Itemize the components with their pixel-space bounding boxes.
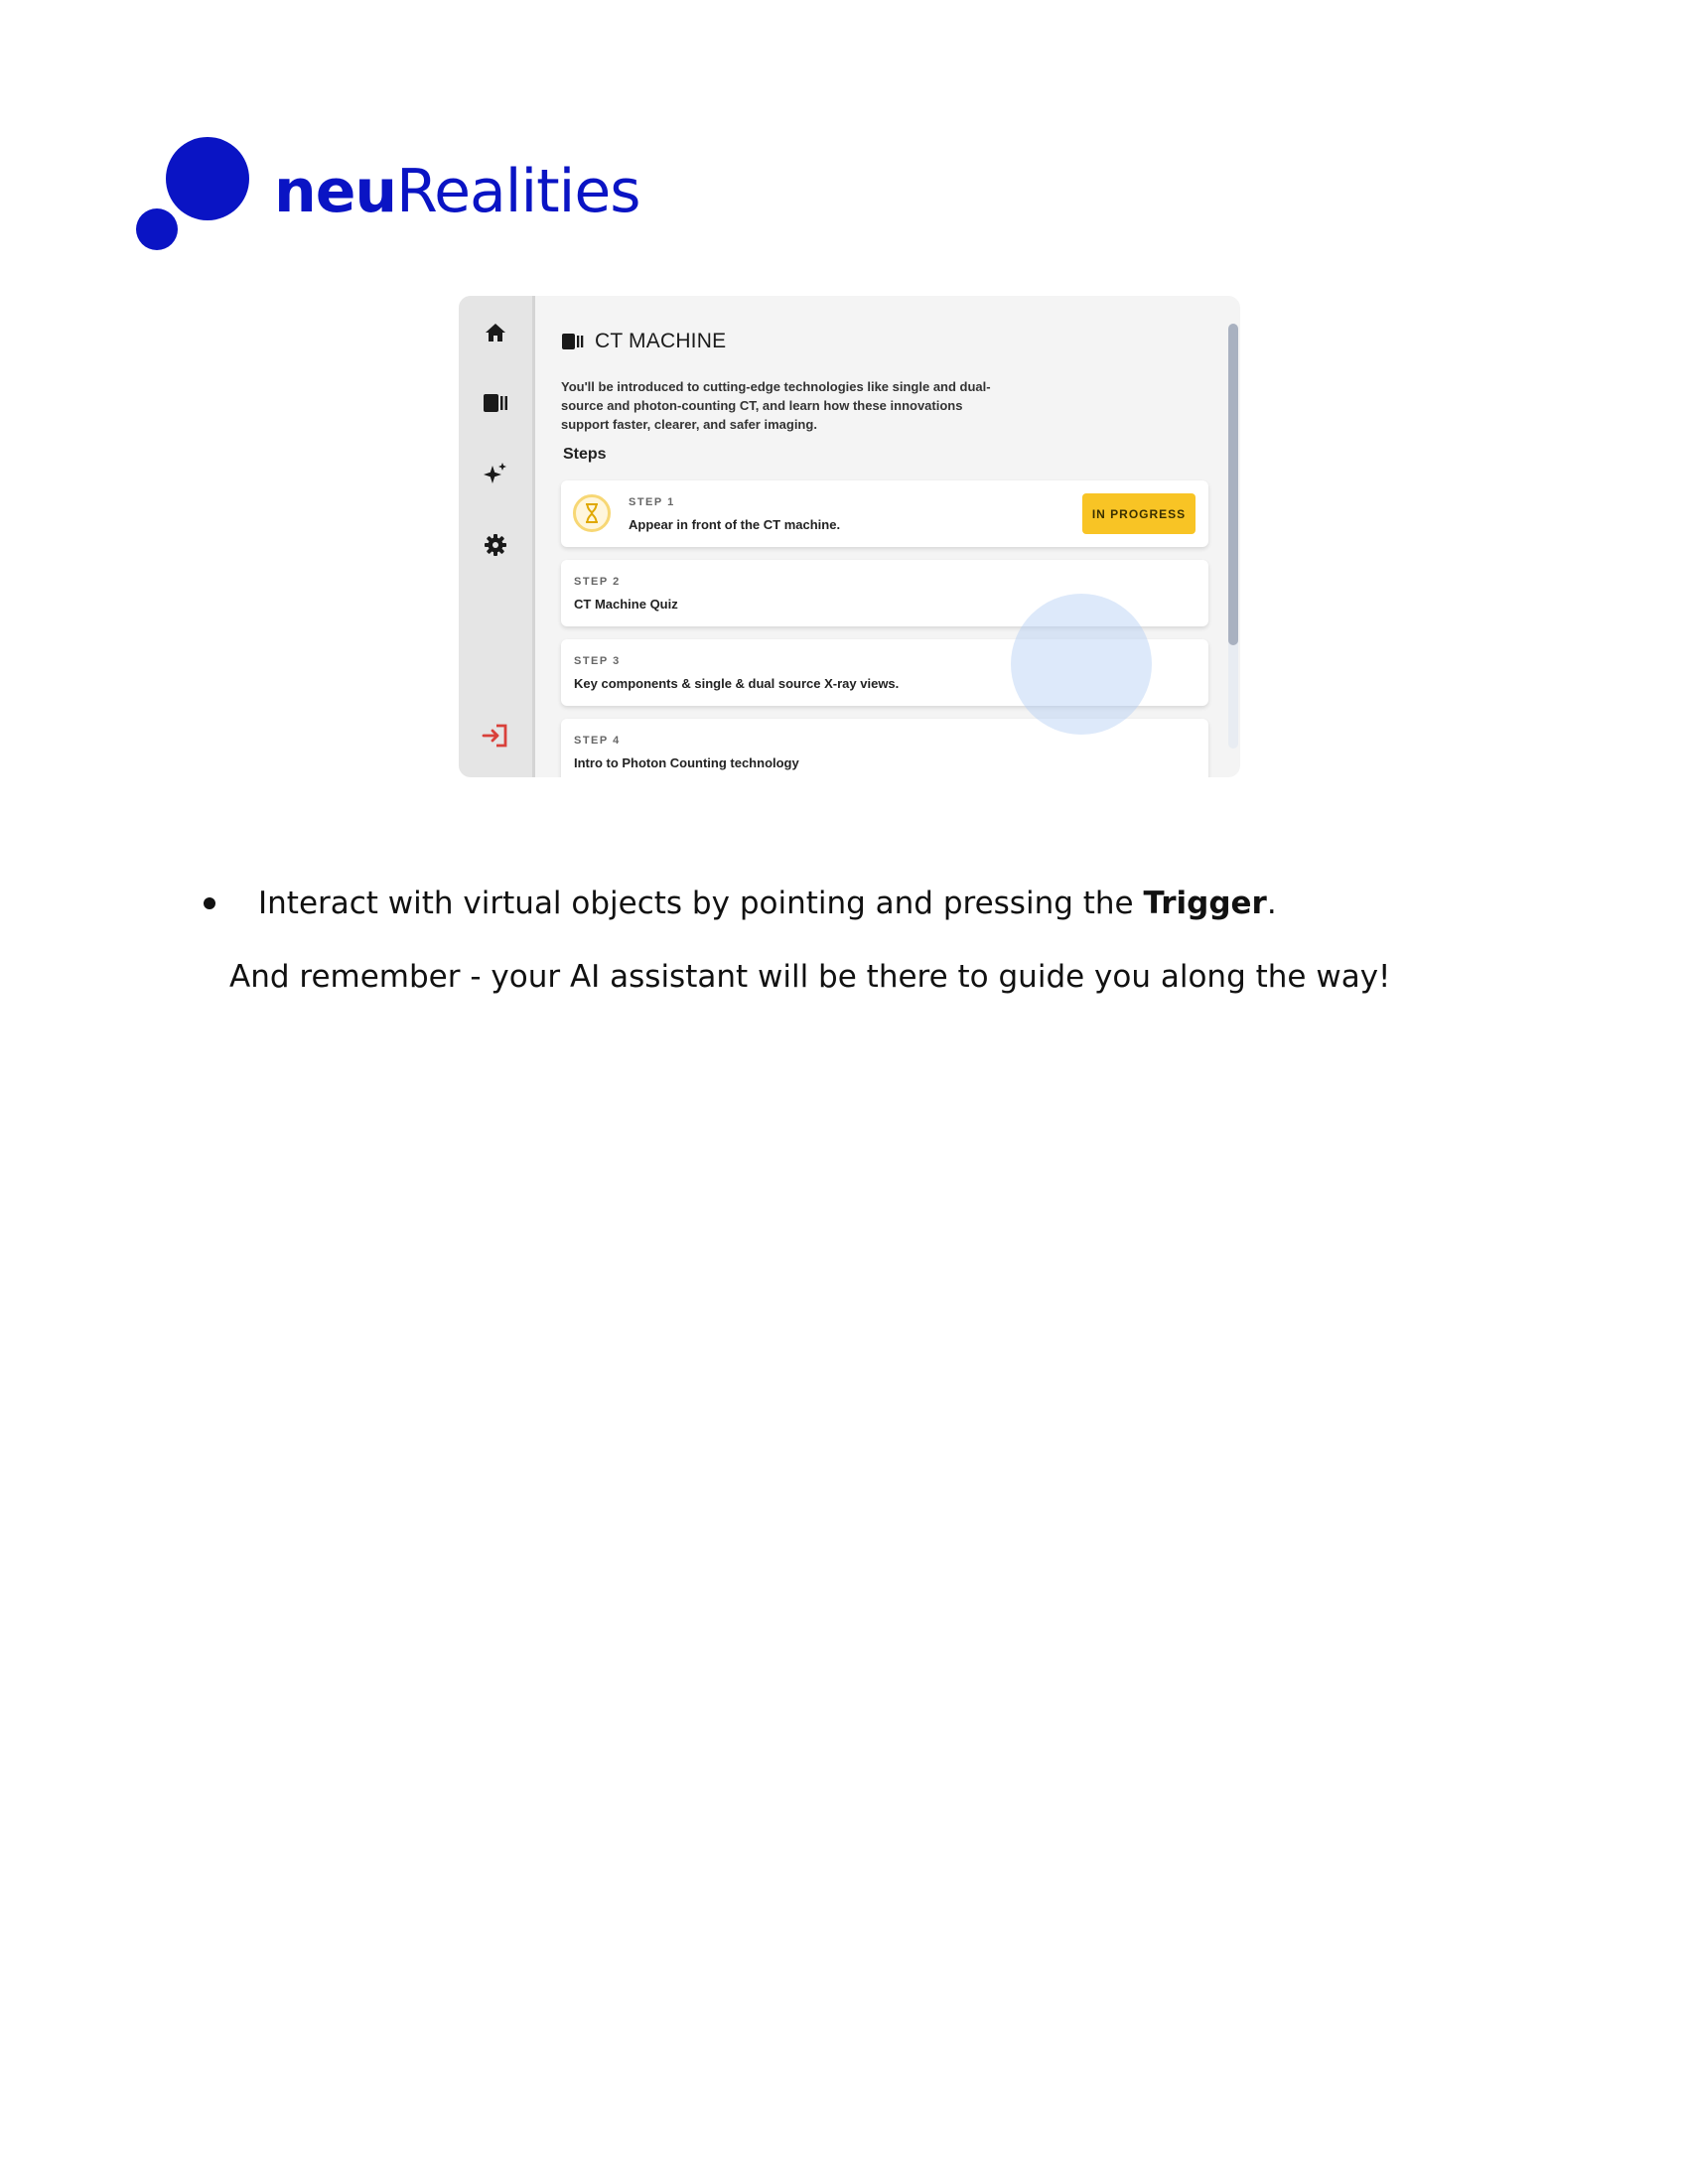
in-progress-badge: IN PROGRESS	[1082, 493, 1196, 534]
bullet-dot	[204, 897, 215, 909]
home-icon[interactable]	[481, 318, 510, 347]
ct-machine-title-icon	[561, 332, 585, 351]
step-label: Intro to Photon Counting technology	[574, 755, 799, 770]
scrollbar-thumb[interactable]	[1228, 324, 1238, 645]
step-number: STEP 4	[574, 735, 621, 747]
sidebar	[459, 296, 535, 777]
steps-heading: Steps	[563, 446, 607, 463]
sparkle-icon[interactable]	[481, 459, 510, 488]
bullet-prefix: Interact with virtual objects by pointing and pressing the	[258, 886, 1144, 921]
module-description: You'll be introduced to cutting-edge technologies like single and dual-source and photon-counting CT, and learn how these innovations support faster, clearer, and safer imaging.	[561, 379, 991, 432]
step-label: CT Machine Quiz	[574, 597, 678, 612]
trigger-keyword: Trigger	[1143, 886, 1267, 921]
step-number: STEP 1	[629, 496, 675, 508]
logo-large-dot	[166, 137, 249, 220]
module-title: CT MACHINE	[595, 330, 727, 352]
settings-icon[interactable]	[481, 530, 510, 560]
pointer-highlight-circle	[1011, 594, 1152, 735]
step-label: Appear in front of the CT machine.	[629, 517, 841, 532]
step-label: Key components & single & dual source X-ray views.	[574, 676, 900, 691]
bullet-text	[258, 882, 1277, 925]
bullet-suffix: .	[1266, 886, 1277, 921]
closing-remark: And remember - your AI assistant will be there to guide you along the way!	[229, 959, 1391, 995]
neurealities-logo	[129, 129, 645, 258]
ct-machine-icon[interactable]	[481, 388, 510, 418]
logo-small-dot	[136, 208, 178, 250]
module-title-row	[561, 330, 726, 353]
step-number: STEP 2	[574, 576, 621, 588]
logo-wordmark-light: Realities	[396, 157, 640, 226]
logout-icon[interactable]	[481, 721, 510, 751]
logo-wordmark	[274, 157, 640, 226]
hourglass-icon	[573, 494, 611, 532]
step-number: STEP 3	[574, 655, 621, 667]
logo-wordmark-bold: neu	[274, 157, 397, 226]
step-card-1[interactable]	[561, 480, 1208, 547]
scrollbar[interactable]	[1228, 324, 1238, 749]
